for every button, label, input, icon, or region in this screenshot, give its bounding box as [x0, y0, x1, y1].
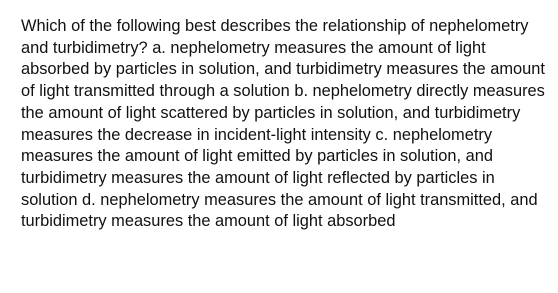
question-text: Which of the following best describes the relationship of nephelometry and turbidimetry? a. nephelometry measures the amount of light absorbed by particles in solution, and turbidimetry measures the amount of light transmitted through a solution b. nephelometry directly measures the amount of light scattered by particles in solution, and turbidimetry measures the decrease in incident-light intensity c. nephelometry measures the amount of light emitted by particles in solution, and turbidimetry measures the amount of light reflected by particles in solution d. nephelometry measures the amount of light transmitted, and turbidimetry measures the amount of light absorbed [21, 17, 545, 231]
